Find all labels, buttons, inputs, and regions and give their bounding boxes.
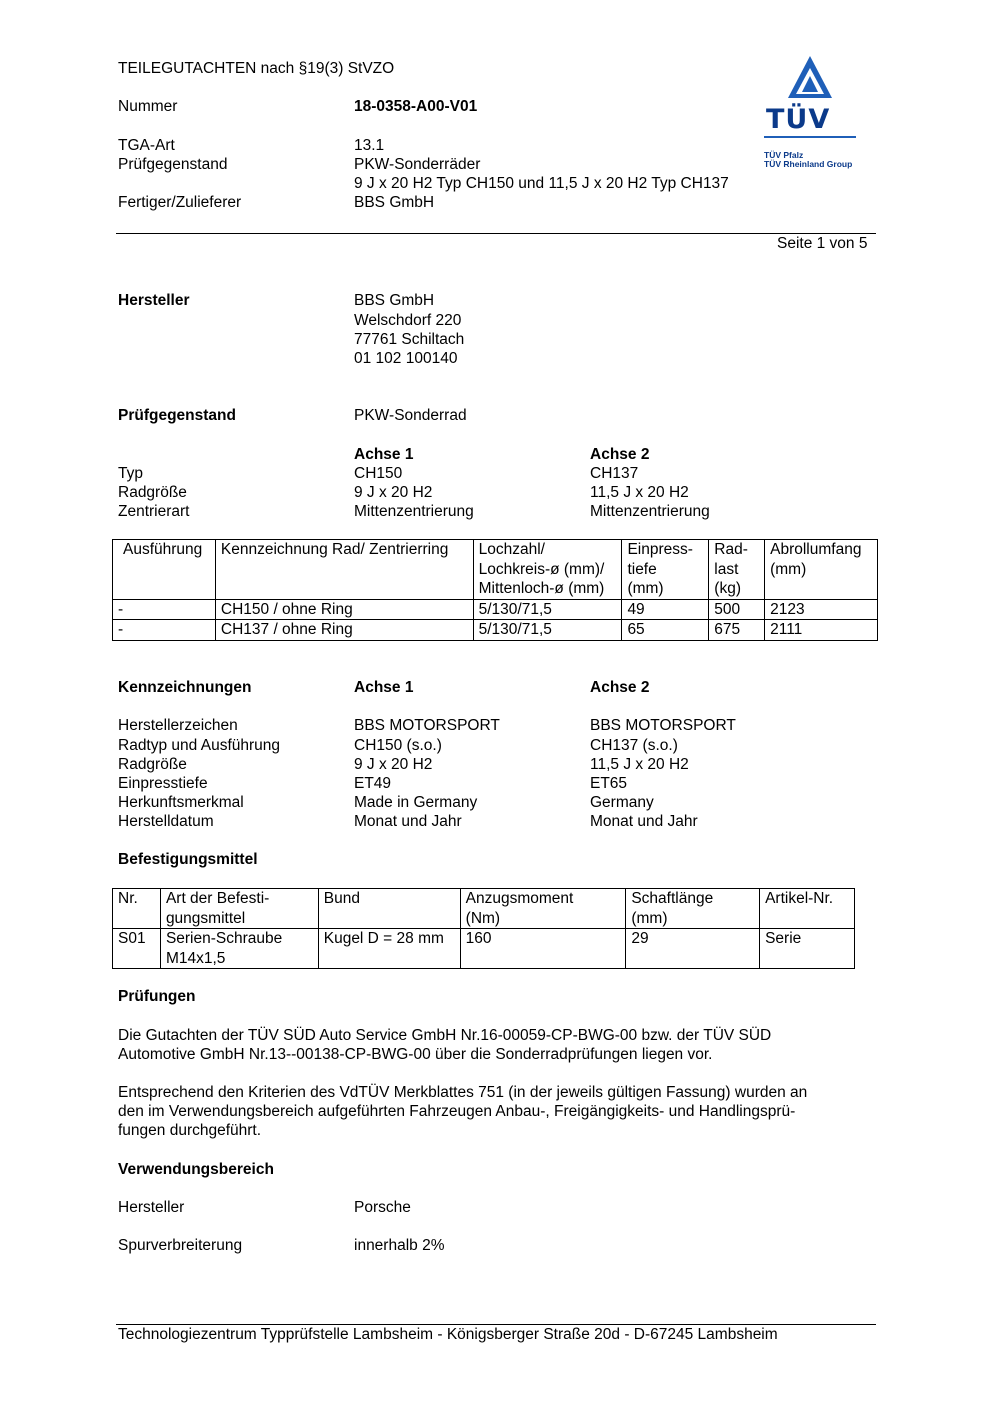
befestigungsmittel-label: Befestigungsmittel	[118, 851, 258, 868]
hersteller-line: BBS GmbH	[354, 292, 435, 309]
table-cell: 675	[709, 620, 765, 641]
spec-label: Radgröße	[118, 484, 187, 501]
fastener-table-header: Schaftlänge (mm)	[626, 889, 760, 929]
nummer-label: Nummer	[118, 98, 178, 115]
verwendungsbereich-label: Verwendungsbereich	[118, 1161, 274, 1178]
tuev-triangle-icon	[762, 54, 858, 104]
table-row	[113, 929, 855, 969]
kennz-label: Herstellerzeichen	[118, 717, 238, 734]
kennz-achse2: 11,5 J x 20 H2	[590, 756, 689, 773]
document-title: TEILEGUTACHTEN nach §19(3) StVZO	[118, 60, 395, 77]
tuev-logo-wordmark: TÜV	[766, 104, 831, 135]
kennz-label: Einpresstiefe	[118, 775, 208, 792]
tuev-logo	[762, 54, 858, 174]
kennz-achse2: ET65	[590, 775, 628, 792]
hersteller-line: 01 102 100140	[354, 350, 458, 367]
pruefungen-paragraph2-line: Entsprechend den Kriterien des VdTÜV Merkblattes 751 (in der jeweils gültigen Fassung) wurden an	[118, 1084, 808, 1101]
kennz-achse1: ET49	[354, 775, 392, 792]
header-divider	[116, 233, 876, 234]
kennz-label: Radtyp und Ausführung	[118, 737, 281, 754]
table-row	[113, 599, 878, 620]
spec-achse2: CH137	[590, 465, 639, 482]
wheel-table-header: Lochzahl/ Lochkreis-ø (mm)/ Mittenloch-ø (mm)	[473, 540, 622, 600]
pruefungen-paragraph2-line: fungen durchgeführt.	[118, 1122, 262, 1139]
tuev-logo-rule	[764, 136, 856, 138]
table-cell: 49	[622, 599, 709, 620]
fastener-table-header: Art der Befesti- gungsmittel	[160, 889, 318, 929]
spec-label: Zentrierart	[118, 503, 190, 520]
fastener-table-header: Nr.	[113, 889, 161, 929]
spec-achse2: 11,5 J x 20 H2	[590, 484, 689, 501]
kennz-label: Herstelldatum	[118, 813, 214, 830]
footer-address: Technologiezentrum Typprüfstelle Lambsheim - Königsberger Straße 20d - D-67245 Lambsheim	[118, 1326, 778, 1343]
table-cell: 5/130/71,5	[473, 599, 622, 620]
kennz-achse1: 9 J x 20 H2	[354, 756, 433, 773]
spurverbreiterung-label: Spurverbreiterung	[118, 1237, 243, 1254]
fastener-table	[112, 888, 855, 969]
pruefungen-paragraph1-line: Die Gutachten der TÜV SÜD Auto Service GmbH Nr.16-00059-CP-BWG-00 bzw. der TÜV SÜD	[118, 1027, 772, 1044]
table-cell: Serien-Schraube M14x1,5	[160, 929, 318, 969]
table-cell: -	[113, 599, 216, 620]
spec-achse2: Mittenzentrierung	[590, 503, 710, 520]
table-cell: Kugel D = 28 mm	[318, 929, 460, 969]
pruefungen-paragraph1-line: Automotive GmbH Nr.13--00138-CP-BWG-00 über die Sonderradprüfungen liegen vor.	[118, 1046, 713, 1063]
tuev-logo-line2: TÜV Rheinland Group	[764, 159, 853, 169]
table-cell: -	[113, 620, 216, 641]
pruefungen-label: Prüfungen	[118, 988, 196, 1005]
wheel-table-header: Rad- last (kg)	[709, 540, 765, 600]
spec-achse1: 9 J x 20 H2	[354, 484, 433, 501]
table-cell: S01	[113, 929, 161, 969]
pruefgegenstand-header-value: PKW-Sonderräder	[354, 156, 481, 173]
spurverbreiterung-value: innerhalb 2%	[354, 1237, 445, 1254]
kennz-achse1: CH150 (s.o.)	[354, 737, 442, 754]
table-cell: 65	[622, 620, 709, 641]
nummer-value: 18-0358-A00-V01	[354, 98, 478, 115]
table-cell: CH150 / ohne Ring	[215, 599, 473, 620]
verwendung-hersteller-value: Porsche	[354, 1199, 411, 1216]
table-cell: 2123	[765, 599, 878, 620]
kennzeichnungen-label: Kennzeichnungen	[118, 679, 252, 696]
pruefgegenstand-header-label: Prüfgegenstand	[118, 156, 228, 173]
wheel-table-header: Abrollumfang (mm)	[765, 540, 878, 600]
hersteller-line: 77761 Schiltach	[354, 331, 465, 348]
table-cell: Serie	[760, 929, 855, 969]
wheel-table-header: Kennzeichnung Rad/ Zentrierring	[215, 540, 473, 600]
spec-label: Typ	[118, 465, 143, 482]
kennz-achse1: BBS MOTORSPORT	[354, 717, 500, 734]
spec-achse1: CH150	[354, 465, 403, 482]
fastener-table-header: Artikel-Nr.	[760, 889, 855, 929]
wheel-table-header: Ausführung	[113, 540, 216, 600]
achse1-heading: Achse 1	[354, 446, 414, 463]
hersteller-line: Welschdorf 220	[354, 312, 462, 329]
kennz-achse2: Monat und Jahr	[590, 813, 698, 830]
fastener-table-header: Bund	[318, 889, 460, 929]
kennz-label: Radgröße	[118, 756, 187, 773]
fastener-table-header: Anzugsmoment (Nm)	[460, 889, 626, 929]
kennz-label: Herkunftsmerkmal	[118, 794, 244, 811]
fastener-table-header-row	[113, 889, 855, 929]
wheel-table	[112, 539, 878, 641]
table-cell: CH137 / ohne Ring	[215, 620, 473, 641]
kennz-achse1: Made in Germany	[354, 794, 478, 811]
fertiger-value: BBS GmbH	[354, 194, 435, 211]
kennz-achse1: Monat und Jahr	[354, 813, 462, 830]
achse2-heading: Achse 2	[590, 446, 650, 463]
pruefgegenstand-label: Prüfgegenstand	[118, 407, 236, 424]
table-cell: 500	[709, 599, 765, 620]
tga-art-value: 13.1	[354, 137, 385, 154]
fertiger-label: Fertiger/Zulieferer	[118, 194, 242, 211]
table-cell: 5/130/71,5	[473, 620, 622, 641]
kennz-achse1-heading: Achse 1	[354, 679, 414, 696]
table-cell: 2111	[765, 620, 878, 641]
page-number: Seite 1 von 5	[777, 235, 868, 252]
tuev-logo-line1: TÜV Pfalz	[764, 150, 804, 160]
kennz-achse2: Germany	[590, 794, 654, 811]
table-row	[113, 620, 878, 641]
verwendung-hersteller-label: Hersteller	[118, 1199, 185, 1216]
table-cell: 160	[460, 929, 626, 969]
table-cell: 29	[626, 929, 760, 969]
pruefungen-paragraph2-line: den im Verwendungsbereich aufgeführten Fahrzeugen Anbau-, Freigängigkeits- und Handlingsprü-	[118, 1103, 796, 1120]
pruefgegenstand-header-detail: 9 J x 20 H2 Typ CH150 und 11,5 J x 20 H2 Typ CH137	[354, 175, 729, 192]
spec-achse1: Mittenzentrierung	[354, 503, 474, 520]
wheel-table-header-row	[113, 540, 878, 600]
kennz-achse2: BBS MOTORSPORT	[590, 717, 736, 734]
kennz-achse2-heading: Achse 2	[590, 679, 650, 696]
kennz-achse2: CH137 (s.o.)	[590, 737, 678, 754]
hersteller-label: Hersteller	[118, 292, 190, 309]
tga-art-label: TGA-Art	[118, 137, 175, 154]
wheel-table-header: Einpress- tiefe (mm)	[622, 540, 709, 600]
pruefgegenstand-value: PKW-Sonderrad	[354, 407, 467, 424]
